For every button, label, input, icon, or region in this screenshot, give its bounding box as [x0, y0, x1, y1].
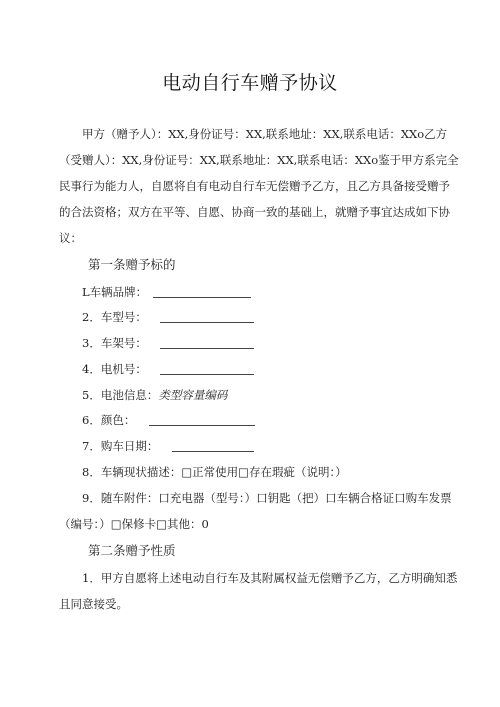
article-2-item-1-line-2: 且同意接受。 — [59, 597, 128, 611]
item-model-blank — [160, 311, 254, 323]
item-color — [82, 413, 255, 427]
item-purchase-date — [82, 439, 254, 453]
intro-line-2: （受赠人）：XX,身份证号：XX,联系地址：XX,联系电话：XXo鉴于甲方系完全 — [59, 153, 459, 167]
intro-line-3: 民事行为能力人，自愿将自有电动自行车无偿赠予乙方，且乙方具备接受赠予 — [59, 179, 450, 193]
intro-line-5: 议： — [59, 231, 82, 245]
item-battery-info-value: 类型容量编码 — [158, 388, 228, 402]
document-title: 电动自行车赠予协议 — [162, 72, 338, 94]
item-frame-number — [82, 336, 254, 350]
item-purchase-date-label: 7．购车日期： — [82, 439, 159, 453]
item-brand-blank — [153, 286, 251, 298]
item-motor-number-label: 4．电机号： — [82, 362, 147, 376]
intro-line-1: 甲方（赠予人）：XX,身份证号：XX,联系地址：XX,联系电话：XXo乙方 — [82, 127, 448, 141]
item-battery-info-label: 5．电池信息： — [82, 388, 159, 402]
intro-line-4: 的合法资格；双方在平等、自愿、协商一致的基础上，就赠予事宜达成如下协 — [59, 205, 450, 219]
item-color-label: 6．颜色： — [82, 413, 136, 427]
item-battery-info — [82, 388, 227, 402]
item-brand — [82, 285, 251, 299]
item-frame-number-label: 3．车架号： — [82, 336, 147, 350]
item-condition: 8．车辆现状描述：□正常使用□存在瑕疵（说明：） — [82, 465, 347, 479]
item-purchase-date-blank — [172, 440, 254, 452]
article-2-item-1-line-1: 1．甲方自愿将上述电动自行车及其附属权益无偿赠予乙方，乙方明确知悉 — [82, 571, 458, 585]
item-brand-label: L车辆品牌： — [82, 285, 148, 299]
item-accessories-line-1: 9．随车附件：口充电器（型号：）口钥匙（把）口车辆合格证口购车发票 — [82, 491, 452, 505]
item-color-blank — [149, 414, 255, 426]
item-model — [82, 310, 254, 324]
item-frame-number-blank — [160, 337, 254, 349]
article-2-heading: 第二条赠予性质 — [88, 543, 176, 558]
item-motor-number-blank — [160, 363, 254, 375]
article-1-heading: 第一条赠予标的 — [88, 257, 176, 272]
item-accessories-line-2: （编号：）□保修卡□其他：0 — [59, 517, 209, 531]
item-motor-number — [82, 362, 254, 376]
item-model-label: 2．车型号： — [82, 310, 147, 324]
